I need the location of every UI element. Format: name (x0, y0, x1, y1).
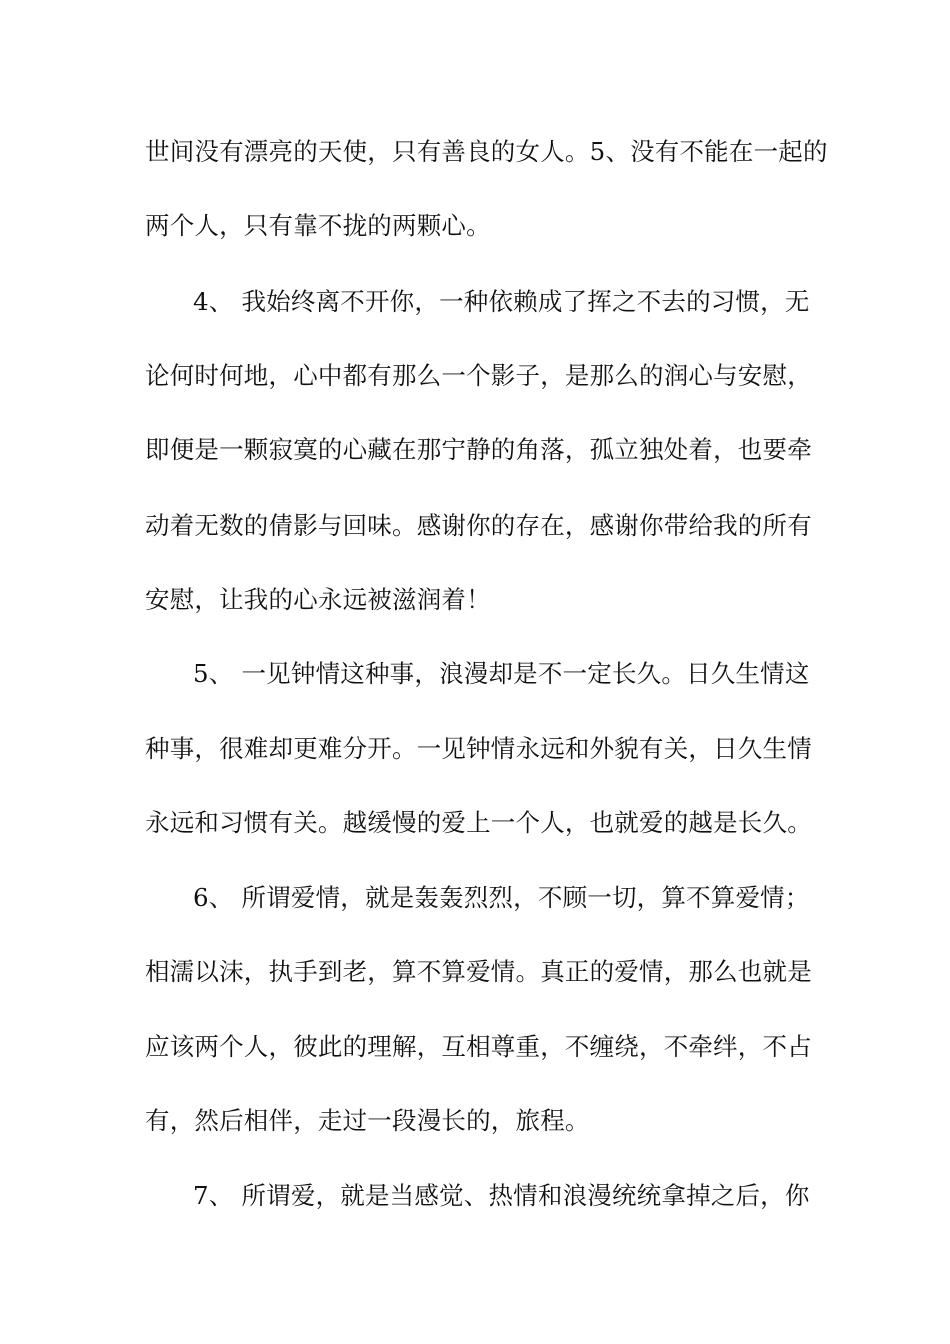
text-line: 相濡以沫，执手到老，算不算爱情。真正的爱情，那么也就是 (145, 957, 812, 986)
text-line: 安慰，让我的心永远被滋润着！ (145, 585, 491, 614)
paragraph-6-start: 6、 所谓爱情，就是轰轰烈烈，不顾一切，算不算爱情； (193, 883, 810, 912)
text-line: 有，然后相伴，走过一段漫长的，旅程。 (145, 1106, 590, 1135)
text-line: 即便是一颗寂寞的心藏在那宁静的角落，孤立独处着，也要牵 (145, 435, 812, 464)
paragraph-7-start: 7、 所谓爱，就是当感觉、热情和浪漫统统拿掉之后，你 (193, 1181, 810, 1210)
text-line: 永远和习惯有关。越缓慢的爱上一个人，也就爱的越是长久。 (145, 808, 812, 837)
text-line: 动着无数的倩影与回味。感谢你的存在，感谢你带给我的所有 (145, 511, 812, 540)
text-line: 论何时何地，心中都有那么一个影子，是那么的润心与安慰， (145, 361, 812, 390)
paragraph-4-start: 4、 我始终离不开你，一种依赖成了挥之不去的习惯，无 (193, 287, 810, 316)
paragraph-5-start: 5、 一见钟情这种事，浪漫却是不一定长久。日久生情这 (193, 659, 810, 688)
text-line: 种事，很难却更难分开。一见钟情永远和外貌有关，日久生情 (145, 734, 812, 763)
text-line: 应该两个人，彼此的理解，互相尊重，不缠绕，不牵绊，不占 (145, 1032, 812, 1061)
text-line: 两个人，只有靠不拢的两颗心。 (145, 211, 491, 240)
text-line: 世间没有漂亮的天使，只有善良的女人。5、没有不能在一起的 (145, 137, 828, 166)
